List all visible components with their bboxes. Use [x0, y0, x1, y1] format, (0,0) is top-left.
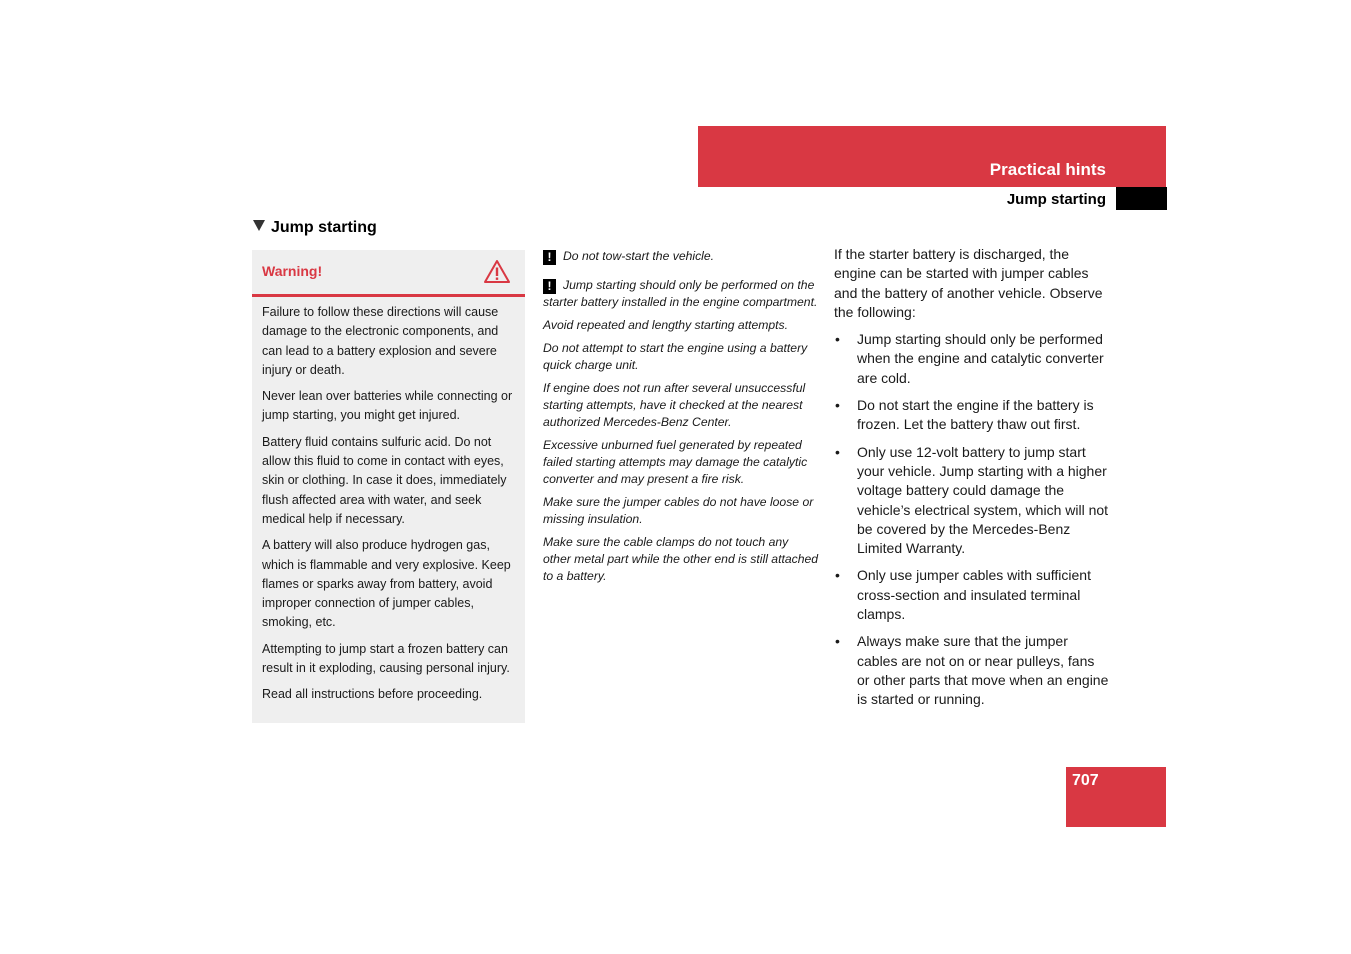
note-paragraph: Do not attempt to start the engine using a battery quick charge unit. — [543, 341, 808, 372]
warning-paragraph: Attempting to jump start a frozen battery can result in it exploding, causing personal injury. — [262, 641, 510, 676]
warning-body — [252, 297, 525, 705]
note-paragraph: Make sure the jumper cables do not have loose or missing insulation. — [543, 495, 814, 526]
warning-label: Warning! — [262, 263, 323, 279]
warning-header — [252, 250, 525, 297]
triangle-down-icon — [253, 220, 265, 231]
bullet-list — [834, 330, 1110, 709]
section-heading — [253, 219, 377, 237]
note-paragraph: Avoid repeated and lengthy starting attempts. — [543, 318, 789, 332]
header-tab-marker — [1116, 187, 1167, 210]
warning-paragraph: Battery fluid contains sulfuric acid. Do not allow this fluid to come in contact with eyes, skin or clothing. In case it does, immediately flush affected area with water, and seek medical help if necessary. — [262, 434, 507, 526]
list-item-text: Always make sure that the jumper cables are not on or near pulleys, fans or other parts that move when an engine is started or running. — [857, 633, 1109, 708]
bullet-icon: • — [835, 633, 840, 650]
list-item — [834, 443, 1110, 559]
note-text: Jump starting should only be performed on the starter battery installed in the engine compartment. — [543, 278, 818, 309]
exclamation-icon: ! — [543, 279, 556, 294]
page-number-box — [1066, 767, 1166, 827]
note-paragraph: Make sure the cable clamps do not touch any other metal part while the other end is still attached to a battery. — [543, 535, 819, 583]
exclamation-icon: ! — [543, 250, 556, 265]
warning-box — [252, 250, 525, 723]
list-item-text: Only use jumper cables with sufficient cross-section and insulated terminal clamps. — [857, 567, 1091, 623]
warning-paragraph: Read all instructions before proceeding. — [262, 687, 483, 702]
warning-paragraph: Never lean over batteries while connecting or jump starting, you might get injured. — [262, 389, 513, 423]
list-item-text: Only use 12-volt battery to jump start your vehicle. Jump starting with a higher voltage battery could damage the vehicle’s electrical system, which will not be covered by the Mercedes-Benz Limited Warranty. — [857, 443, 1109, 557]
warning-paragraph: A battery will also produce hydrogen gas, which is flammable and very explosive. Keep flames or sparks away from battery, avoid improper connection of jumper cables, smoking, etc. — [262, 538, 511, 630]
note-text: Do not tow-start the vehicle. — [563, 249, 715, 263]
list-item-text: Jump starting should only be performed when the engine and catalytic converter are cold. — [857, 331, 1104, 386]
bullet-icon: • — [835, 331, 840, 348]
header-subsection-title: Jump starting — [1006, 191, 1106, 208]
page-number: 707 — [1072, 772, 1099, 789]
section-heading-text: Jump starting — [271, 219, 377, 236]
note-paragraph: Excessive unburned fuel generated by repeated failed starting attempts may damage the catalytic converter and may present a fire risk. — [543, 438, 808, 486]
intro-paragraph: If the starter battery is discharged, the engine can be started with jumper cables and the battery of another vehicle. Observe the following: — [834, 246, 1103, 320]
bullet-icon: • — [835, 397, 840, 414]
list-item — [834, 396, 1110, 435]
list-item-text: Do not start the engine if the battery is frozen. Let the battery thaw out first. — [857, 397, 1094, 433]
warning-triangle-icon — [483, 259, 511, 284]
note-paragraph: If engine does not run after several unsuccessful starting attempts, have it checked at the nearest authorized Mercedes-Benz Center. — [543, 381, 806, 429]
list-item — [834, 566, 1110, 624]
header-section-title: Practical hints — [989, 160, 1106, 179]
notes-column — [543, 248, 819, 591]
list-item — [834, 330, 1110, 388]
note-item — [543, 277, 819, 311]
main-column — [834, 245, 1110, 718]
bullet-icon: • — [835, 567, 840, 584]
bullet-icon: • — [835, 443, 840, 460]
warning-paragraph: Failure to follow these directions will cause damage to the electronic components, and can lead to a battery explosion and severe injury or death. — [262, 305, 499, 377]
note-item — [543, 248, 819, 265]
list-item — [834, 632, 1110, 709]
